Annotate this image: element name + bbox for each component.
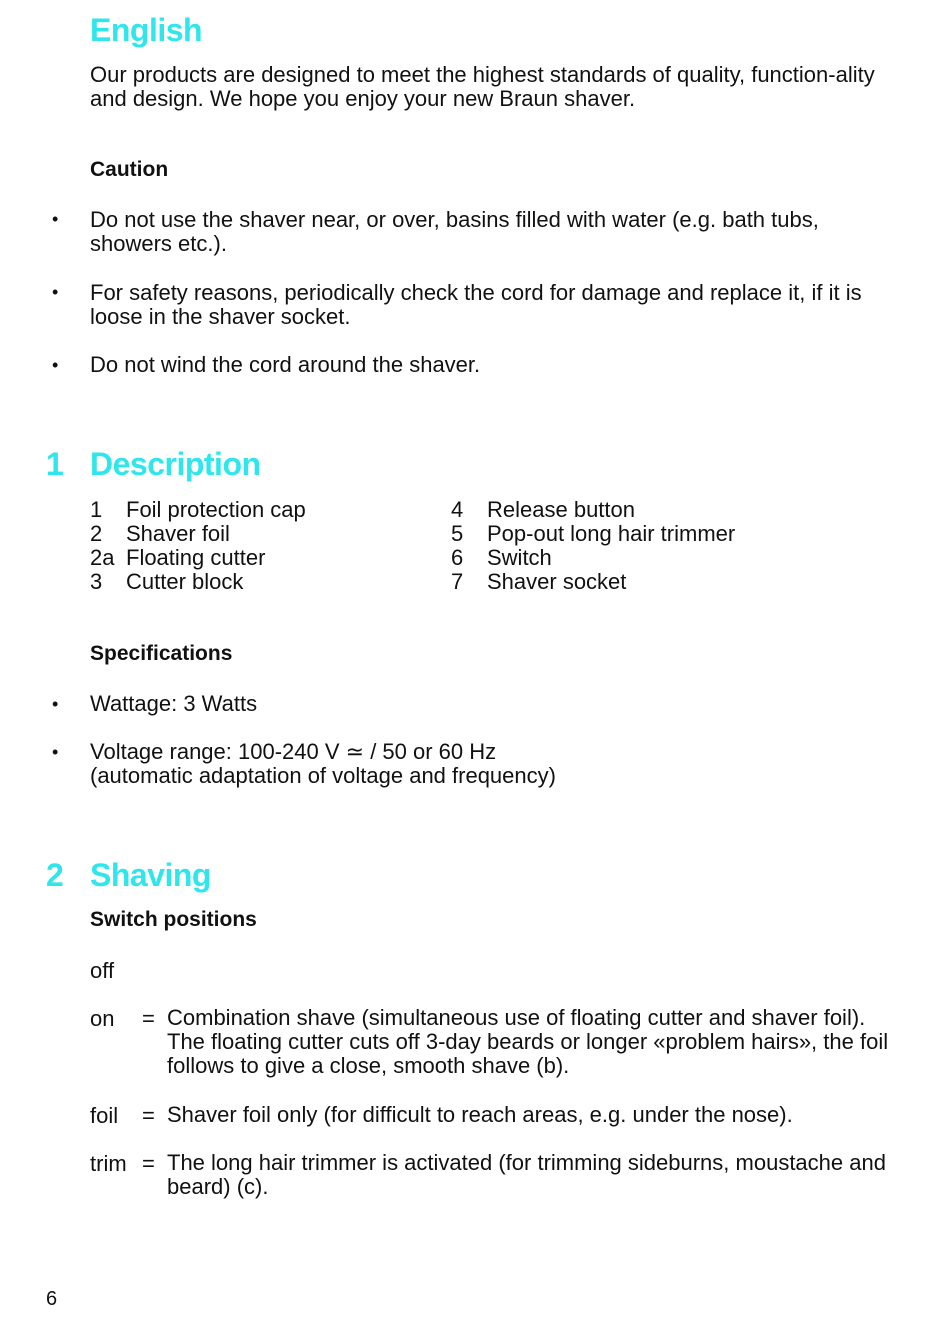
spec-voltage-note: (automatic adaptation of voltage and frequency) [90,763,556,788]
item-label: Cutter block [126,569,244,594]
bullet-icon: • [52,282,59,302]
caution-item: For safety reasons, periodically check the cord for damage and replace it, if it is loose in the shaver socket. [90,280,862,329]
shaving-heading: Shaving [90,857,211,893]
switch-position-description: The long hair trimmer is activated (for trimming sideburns, moustache and beard) (c). [167,1150,886,1199]
description-heading: Description [90,446,261,482]
section-number: 1 [46,446,64,482]
switch-position-key: on [90,1006,115,1031]
switch-positions-heading: Switch positions [90,908,257,931]
item-label: Switch [487,545,552,570]
spec-wattage: Wattage: 3 Watts [90,691,258,716]
bullet-icon: • [52,694,59,714]
item-number: 2a [90,545,115,570]
item-label: Foil protection cap [126,497,306,522]
item-label: Shaver socket [487,569,627,594]
switch-position-key: foil [90,1103,119,1128]
spec-voltage: Voltage range: 100-240 V ≃ / 50 or 60 Hz [90,739,497,764]
item-label: Pop-out long hair trimmer [487,521,736,546]
item-number: 3 [90,569,103,594]
bullet-icon: • [52,742,59,762]
switch-position-key: trim [90,1151,127,1176]
switch-position-description: Combination shave (simultaneous use of floating cutter and shaver foil). The floating cutter cuts off 3-day beards or longer «problem hairs», the foil follows to give a close, smooth shave (b). [167,1005,889,1078]
caution-heading: Caution [90,158,169,181]
caution-item: Do not use the shaver near, or over, basins filled with water (e.g. bath tubs, showers etc.). [90,207,819,256]
description-list-left [90,498,430,598]
equals-sign: = [142,1103,155,1128]
bullet-icon: • [52,355,59,375]
bullet-icon: • [52,209,59,229]
switch-position-off: off [90,958,115,983]
specifications-heading: Specifications [90,642,233,665]
english-heading: English [90,12,203,48]
item-number: 5 [451,521,464,546]
item-label: Floating cutter [126,545,266,570]
item-number: 4 [451,497,464,522]
equals-sign: = [142,1006,155,1031]
item-number: 6 [451,545,464,570]
description-list-right [451,498,891,598]
switch-position-description: Shaver foil only (for difficult to reach areas, e.g. under the nose). [167,1102,793,1127]
page-number: 6 [46,1288,58,1310]
item-label: Release button [487,497,635,522]
item-label: Shaver foil [126,521,230,546]
english-intro: Our products are designed to meet the highest standards of quality, function-ality and design. We hope you enjoy your new Braun shaver. [90,62,875,111]
equals-sign: = [142,1151,155,1176]
item-number: 2 [90,521,103,546]
item-number: 1 [90,497,103,522]
item-number: 7 [451,569,464,594]
section-number: 2 [46,857,64,893]
caution-item: Do not wind the cord around the shaver. [90,352,481,377]
